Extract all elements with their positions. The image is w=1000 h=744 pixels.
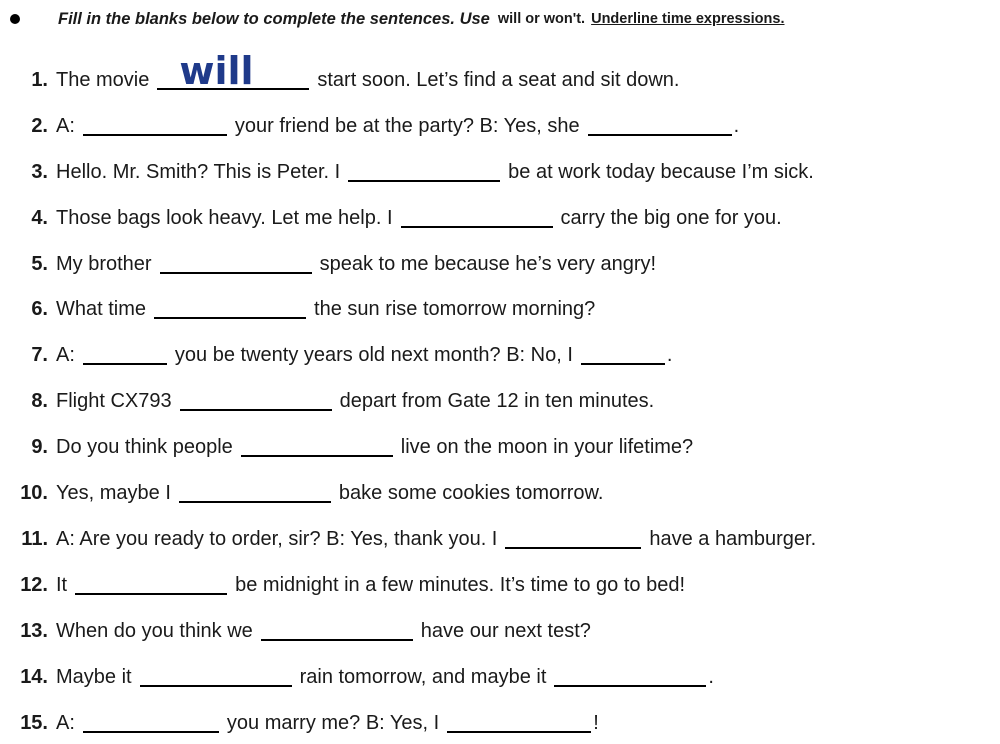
question-number: 1. xyxy=(31,68,48,91)
question-text: be midnight in a few minutes. It’s time to go to bed! xyxy=(235,573,685,596)
bullet-icon xyxy=(10,14,20,24)
question-text: speak to me because he’s very angry! xyxy=(319,252,657,275)
question-text: rain tomorrow, and maybe it xyxy=(299,665,547,688)
question-text: . xyxy=(708,665,714,688)
answer-text: will xyxy=(179,49,254,93)
question-text: you marry me? B: Yes, I xyxy=(226,711,440,734)
question-5 xyxy=(0,247,1000,281)
instructions xyxy=(10,6,995,32)
question-text: The movie xyxy=(56,68,150,91)
question-text: your friend be at the party? B: Yes, she xyxy=(234,114,580,137)
question-text: have a hamburger. xyxy=(649,527,817,550)
question-12 xyxy=(0,568,1000,602)
question-number: 14. xyxy=(20,665,48,688)
question-text: . xyxy=(666,343,673,366)
question-15 xyxy=(0,706,1000,740)
question-text: Maybe it xyxy=(56,665,132,688)
question-text: depart from Gate 12 in ten minutes. xyxy=(339,389,655,412)
question-number: 13. xyxy=(20,619,48,642)
question-8 xyxy=(0,384,1000,418)
question-text: carry the big one for you. xyxy=(560,206,782,229)
question-text: the sun rise tomorrow morning? xyxy=(314,297,596,320)
question-text: start soon. Let’s find a seat and sit down. xyxy=(317,68,680,91)
question-number: 12. xyxy=(20,573,48,596)
question-number: 6. xyxy=(31,297,48,320)
question-number: 8. xyxy=(31,389,48,412)
question-3 xyxy=(0,155,1000,189)
instructions-underline-note: Underline time expressions. xyxy=(591,11,785,27)
question-text: be at work today because I’m sick. xyxy=(508,160,814,183)
question-text: A: xyxy=(56,343,75,366)
answer-blank[interactable] xyxy=(581,345,665,365)
question-number: 15. xyxy=(20,711,48,734)
question-14 xyxy=(0,660,1000,694)
answer-blank[interactable] xyxy=(83,116,227,136)
answer-blank[interactable] xyxy=(83,345,167,365)
question-text: bake some cookies tomorrow. xyxy=(338,481,604,504)
answer-blank[interactable] xyxy=(179,483,331,503)
question-13 xyxy=(0,614,1000,648)
question-text: Hello. Mr. Smith? This is Peter. I xyxy=(56,160,341,183)
question-text: Do you think people xyxy=(56,435,233,458)
question-4 xyxy=(0,201,1000,235)
question-text: have our next test? xyxy=(420,619,591,642)
answer-blank[interactable] xyxy=(401,208,553,228)
question-11 xyxy=(0,522,1000,556)
answer-blank[interactable] xyxy=(83,713,219,733)
question-number: 11. xyxy=(21,527,48,550)
question-text: Yes, maybe I xyxy=(56,481,171,504)
answer-blank[interactable] xyxy=(554,667,706,687)
answer-blank[interactable] xyxy=(505,529,641,549)
question-text: Those bags look heavy. Let me help. I xyxy=(56,206,393,229)
question-number: 9. xyxy=(31,435,48,458)
question-text: live on the moon in your lifetime? xyxy=(400,435,694,458)
question-text: Flight CX793 xyxy=(56,389,172,412)
instructions-will-wont: will or won't. xyxy=(497,11,586,27)
question-text: What time xyxy=(56,297,147,320)
question-text: you be twenty years old next month? B: No, I xyxy=(174,343,573,366)
question-text: When do you think we xyxy=(56,619,253,642)
question-2 xyxy=(0,109,1000,143)
question-number: 5. xyxy=(31,252,48,275)
question-text: . xyxy=(733,114,740,137)
question-text: It xyxy=(56,573,68,596)
answer-blank[interactable] xyxy=(588,116,732,136)
answer-blank[interactable] xyxy=(447,713,591,733)
question-1 xyxy=(0,49,1000,97)
question-text: A: xyxy=(56,711,75,734)
question-6 xyxy=(0,292,1000,326)
question-7 xyxy=(0,338,1000,372)
answer-blank[interactable] xyxy=(154,299,306,319)
answer-blank[interactable] xyxy=(160,254,312,274)
question-9 xyxy=(0,430,1000,464)
answer-blank[interactable] xyxy=(180,391,332,411)
question-10 xyxy=(0,476,1000,510)
question-text: A: Are you ready to order, sir? B: Yes, thank you. I xyxy=(56,527,498,550)
answer-blank[interactable] xyxy=(75,575,227,595)
answer-blank[interactable] xyxy=(140,667,292,687)
question-number: 10. xyxy=(20,481,48,504)
question-text: My brother xyxy=(56,252,152,275)
answer-blank[interactable] xyxy=(261,621,413,641)
question-text: A: xyxy=(56,114,75,137)
question-number: 3. xyxy=(31,160,48,183)
instructions-main: Fill in the blanks below to complete the sentences. Use xyxy=(58,9,490,28)
question-number: 7. xyxy=(31,343,48,366)
answer-blank[interactable] xyxy=(157,49,309,93)
question-text: ! xyxy=(593,711,599,734)
answer-blank[interactable] xyxy=(241,437,393,457)
question-number: 4. xyxy=(31,206,48,229)
question-number: 2. xyxy=(31,114,48,137)
answer-blank[interactable] xyxy=(348,162,500,182)
